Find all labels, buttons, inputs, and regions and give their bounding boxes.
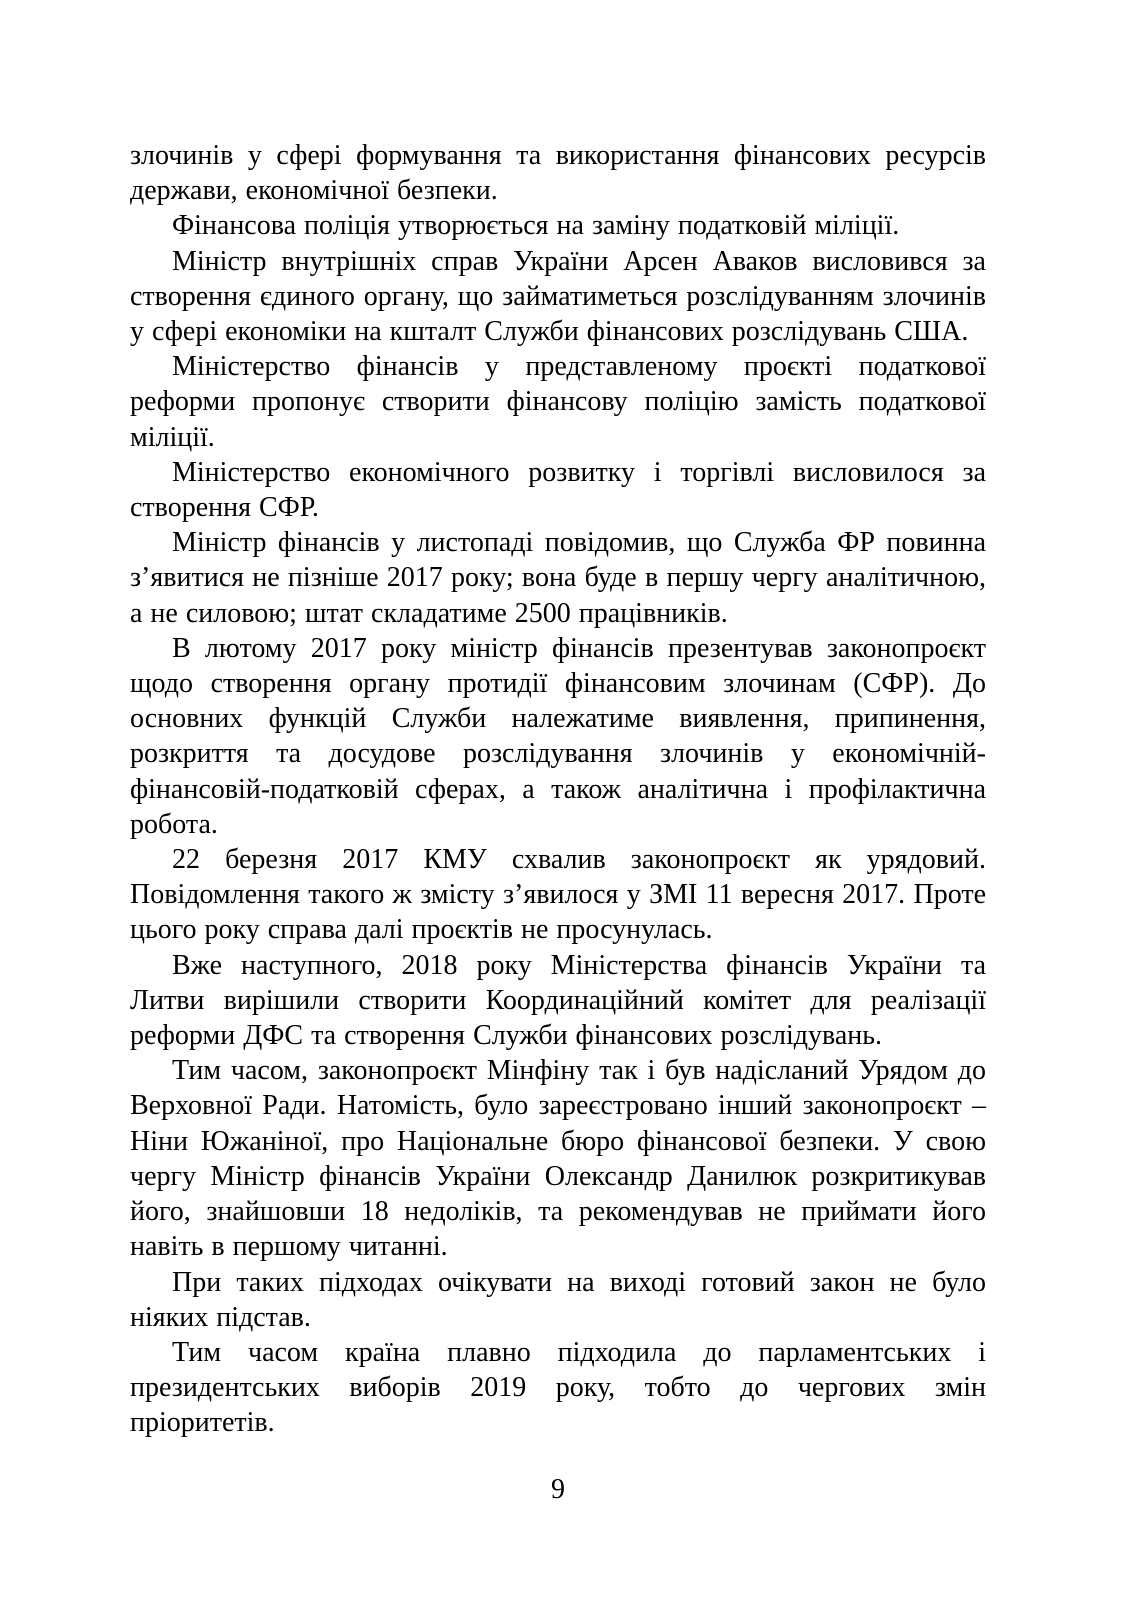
paragraph: злочинів у сфері формування та використання фінансових ресурсів держави, економічної безпеки. [130,140,986,207]
page-number: 9 [551,1474,565,1505]
paragraph: При таких підходах очікувати на виході готовий закон не було ніяких підстав. [130,1266,986,1333]
paragraph: 22 березня 2017 КМУ схвалив законопроєкт як урядовий. Повідомлення такого ж змісту з’явилося у ЗМІ 11 вересня 2017. Проте цього року справа далі проєктів не просунулась. [130,844,986,946]
paragraph: Вже наступного, 2018 року Міністерства фінансів України та Литви вирішили створити Координаційний комітет для реалізації реформи ДФС та створення Служби фінансових розслідувань. [130,949,986,1052]
paragraph: Фінансова поліція утворюється на заміну податковій міліції. [172,210,900,242]
paragraph: Міністерство фінансів у представленому проєкті податкової реформи пропонує створити фінансову поліцію замість податкової міліції. [130,351,986,453]
paragraph: Міністр фінансів у листопаді повідомив, що Служба ФР повинна з’явитися не пізніше 2017 року; вона буде в першу чергу аналітичною, а не силовою; штат складатиме 2500 працівників. [130,527,986,629]
paragraph: Тим часом країна плавно підходила до парламентських і президентських виборів 2019 року, тобто до чергових змін пріоритетів. [130,1336,986,1439]
paragraph: Міністерство економічного розвитку і торгівлі висловилося за створення СФР. [130,456,986,524]
paragraph: Міністр внутрішніх справ України Арсен Аваков висловився за створення єдиного органу, що займатиметься розслідуванням злочинів у сфері економіки на кшталт Служби фінансових розслідувань США. [130,245,986,348]
paragraph: Тим часом, законопроєкт Мінфіну так і був надісланий Урядом до Верховної Ради. Натомість, було зареєстровано інший законопроєкт – Ніни Южаніної, про Національне бюро фінансової безпеки. У свою чергу Міністр фінансів України Олександр Данилюк розкритикував його, знайшовши 18 недоліків, та рекомендував не приймати його навіть в першому читанні. [130,1055,986,1263]
paragraph: В лютому 2017 року міністр фінансів презентував законопроєкт щодо створення органу протидії фінансовим злочинам (СФР). До основних функцій Служби належатиме виявлення, припинення, розкриття та досудове розслідування злочинів у економічній-фінансовій-податковій сферах, а також аналітична і профілактична робота. [130,632,986,840]
body-text [130,138,986,1441]
